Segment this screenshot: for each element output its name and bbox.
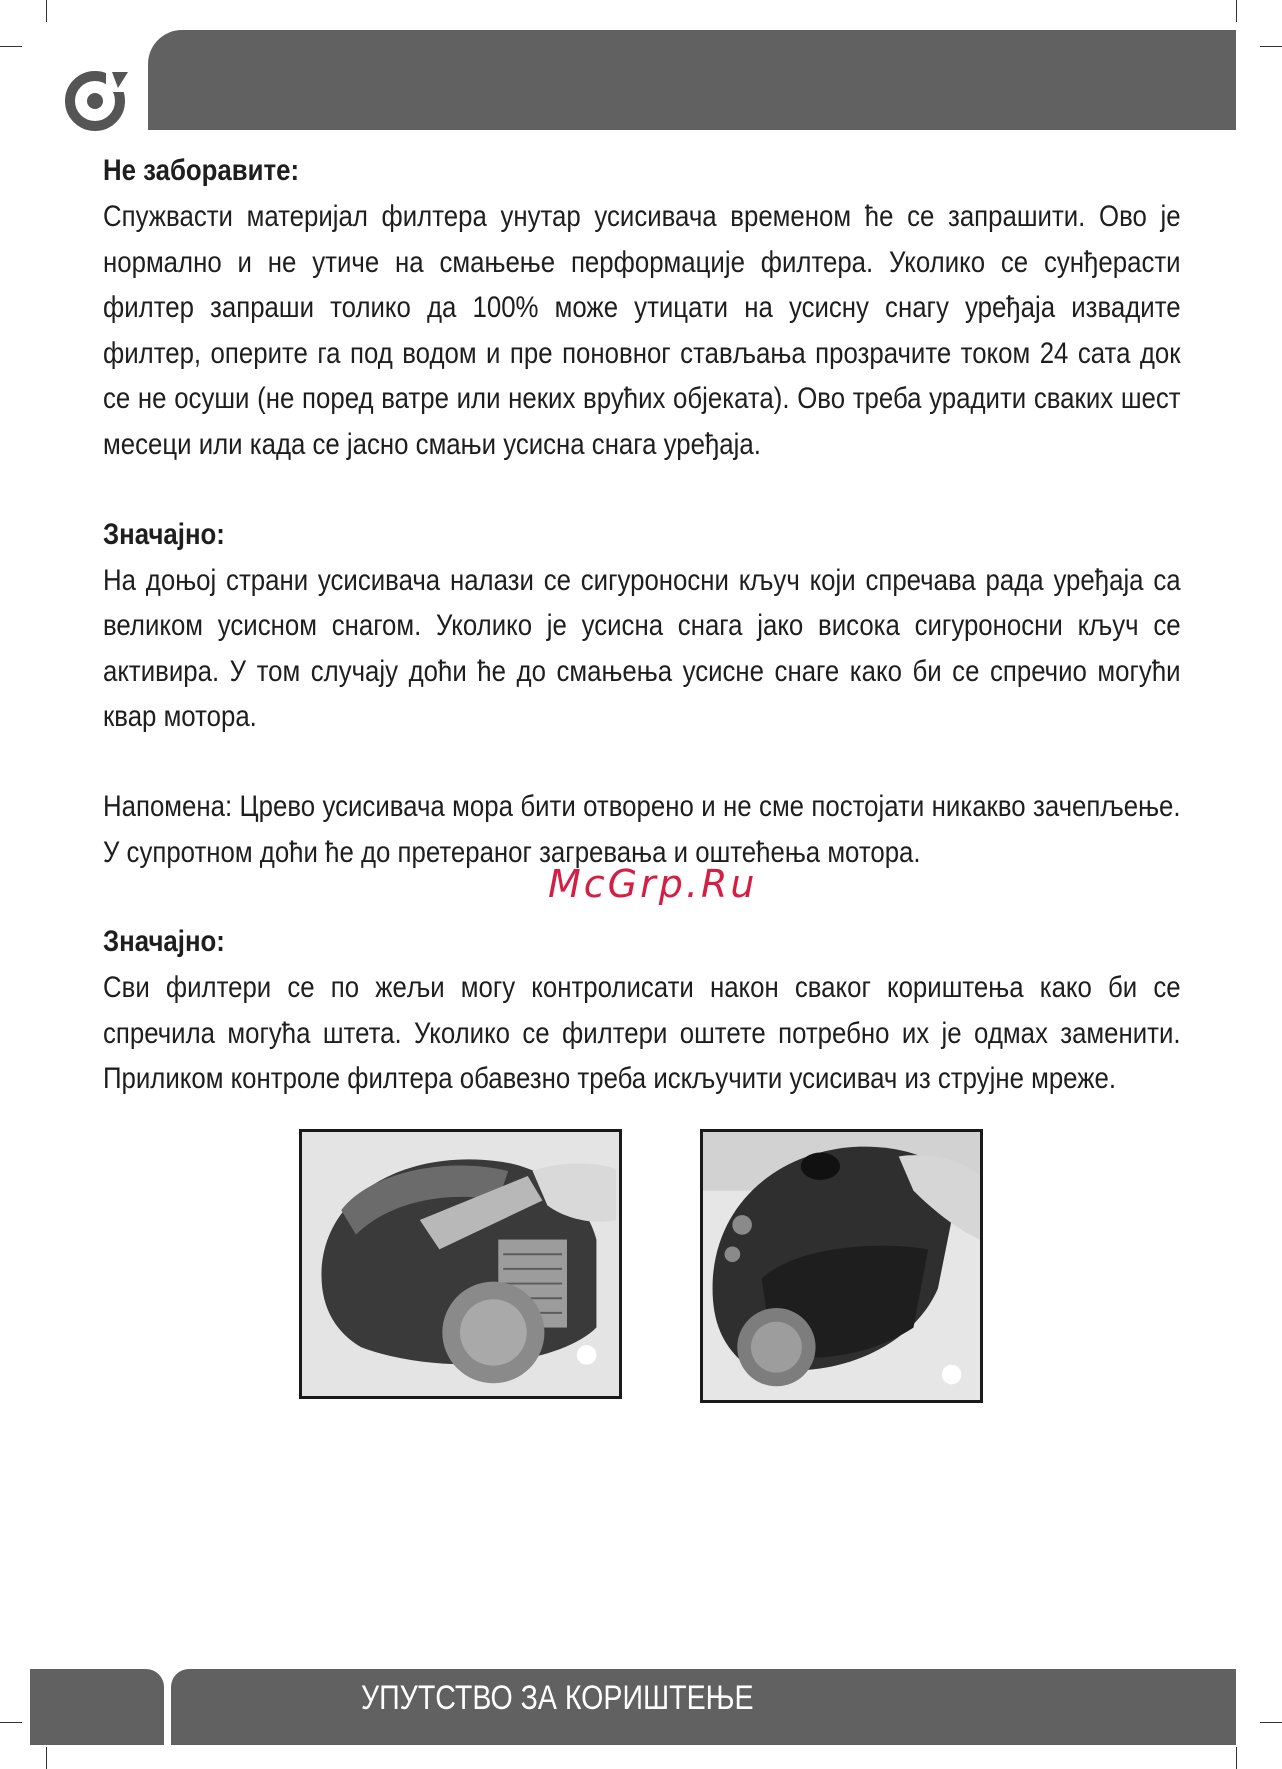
section-text-safety-key: На доњој страни усисивача налази се сигуроносни кључ који спречава рада уређаја са великом усисном снагом. Уколико је усисна снага јако висока сигуроносни кључ се активира. У том случају доћи ће до смањења усисне снаге како би се спречио могући квар мотора.	[103, 563, 1181, 734]
footer-title: УПУТСТВО ЗА КОРИШТЕЊЕ	[361, 1679, 754, 1717]
crop-mark	[1260, 46, 1282, 47]
header-bar	[148, 30, 1236, 130]
crop-mark	[1236, 1747, 1237, 1769]
brand-logo-icon	[62, 66, 132, 136]
crop-mark	[0, 1722, 22, 1723]
crop-mark	[46, 1747, 47, 1769]
section-heading-dont-forget: Не заборавите:	[103, 154, 300, 187]
crop-mark	[0, 46, 22, 47]
crop-mark	[1260, 1722, 1282, 1723]
crop-mark	[1236, 0, 1237, 22]
section-text-filter-cleaning: Спужвасти материјал филтера унутар усисивача временом ће се запрашити. Ово је нормално и не утиче на смањење перформације филтера. Уколико се сунђерасти филтер запраши толико да 100% може утицати на усисну снагу уређаја извадите филтер, оперите га под водом и пре поновног стављања прозрачите током 24 сата док се не осуши (не поред ватре или неких врућих објеката). Ово треба урадити сваких шест месеци или када се јасно смањи усисна снага уређаја.	[103, 200, 1181, 461]
footer-bar-left	[30, 1669, 164, 1745]
section-heading-important-1: Значајно:	[103, 517, 225, 551]
vacuum-bottom-photo-2	[700, 1129, 983, 1403]
section-note-hose: Напомена: Црево усисивача мора бити отворено и не сме постојати никакво зачепљење. У супротном доћи ће до претераног загревања и оштећења мотора.	[103, 789, 1181, 869]
watermark: McGrp.Ru	[548, 862, 758, 906]
page-content	[103, 148, 1181, 1102]
section-heading-important-2: Значајно:	[103, 925, 225, 959]
section-text-filter-check: Сви филтери се по жељи могу контролисати након сваког кориштења како би се спречила могућа штета. Уколико се филтери оштете потребно их је одмах заменити. Приликом контроле филтера обавезно треба искључити усисивач из струјне мреже.	[103, 971, 1181, 1096]
vacuum-filter-photo-1	[299, 1129, 622, 1399]
crop-mark	[46, 0, 47, 22]
